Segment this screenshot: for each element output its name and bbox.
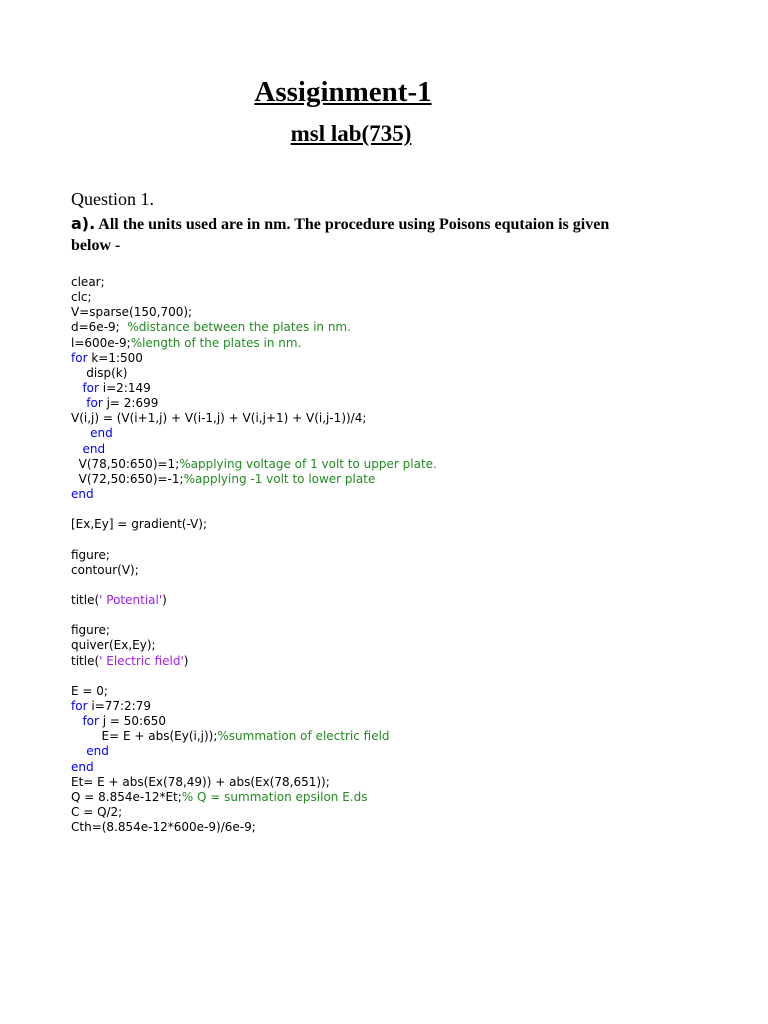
- code-line: [71, 608, 711, 623]
- code-token-comment: %length of the plates in nm.: [130, 335, 302, 350]
- code-line: [71, 563, 711, 578]
- code-token-plain: i=2:149: [98, 380, 151, 395]
- code-token-plain: quiver(Ex,Ey);: [71, 638, 156, 653]
- code-token-plain: title(: [71, 653, 100, 668]
- code-line: [71, 578, 711, 593]
- code-line: [71, 790, 711, 805]
- code-line: [71, 805, 711, 820]
- code-token-plain: [71, 442, 82, 456]
- code-line: [71, 426, 711, 441]
- code-token-plain: d=6e-9;: [71, 320, 128, 335]
- code-token-plain: V(78,50:650)=1;: [71, 456, 180, 471]
- code-line: [71, 548, 711, 563]
- code-token-plain: Et= E + abs(Ex(78,49)) + abs(Ex(78,651));: [71, 774, 330, 789]
- code-token-plain: ): [162, 592, 167, 607]
- code-line: [71, 351, 711, 366]
- code-line: [71, 760, 711, 775]
- code-token-plain: figure;: [71, 623, 110, 638]
- code-token-keyword: end: [71, 759, 94, 774]
- question-intro: [71, 213, 611, 256]
- code-token-plain: l=600e-9;: [71, 335, 131, 350]
- code-token-plain: j = 50:650: [98, 714, 167, 729]
- code-line: [71, 366, 711, 381]
- code-token-keyword: end: [82, 441, 106, 456]
- code-token-plain: clc;: [71, 290, 92, 305]
- code-line: [71, 275, 711, 290]
- code-token-plain: contour(V);: [71, 562, 139, 577]
- code-token-keyword: for: [86, 396, 103, 411]
- code-token-comment: %distance between the plates in nm.: [127, 320, 351, 335]
- code-line: [71, 502, 711, 517]
- code-line: [71, 487, 711, 502]
- code-token-comment: %applying voltage of 1 volt to upper plate.: [179, 456, 437, 471]
- code-token-plain: j= 2:699: [102, 396, 159, 411]
- code-token-plain: disp(k): [71, 365, 128, 380]
- code-line: [71, 684, 711, 699]
- code-token-keyword: for: [71, 698, 88, 713]
- part-marker: a).: [71, 214, 96, 233]
- code-token-plain: V(i,j) = (V(i+1,j) + V(i-1,j) + V(i,j+1) + V(i,j-1))/4;: [71, 411, 367, 426]
- code-line: [71, 442, 711, 457]
- document-subtitle: msl lab(735): [290, 121, 412, 146]
- code-token-plain: Cth=(8.854e-12*600e-9)/6e-9;: [71, 820, 256, 835]
- code-line: [71, 654, 711, 669]
- code-line: [71, 396, 711, 411]
- code-token-string: ' Electric field': [99, 653, 184, 668]
- code-token-plain: [71, 396, 86, 410]
- code-line: [71, 699, 711, 714]
- code-token-keyword: end: [86, 744, 109, 759]
- code-line: [71, 457, 711, 472]
- intro-text: All the units used are in nm. The procedure using Poisons equtaion is given below -: [71, 216, 610, 254]
- document-title: Assiginment-1: [254, 76, 432, 108]
- code-token-plain: [71, 381, 82, 395]
- code-token-keyword: end: [71, 486, 94, 501]
- code-token-plain: E = 0;: [71, 683, 108, 698]
- code-token-keyword: for: [82, 380, 99, 395]
- code-token-plain: V=sparse(150,700);: [71, 305, 193, 320]
- code-token-plain: k=1:500: [87, 350, 143, 365]
- code-token-plain: [71, 744, 86, 758]
- code-token-plain: title(: [71, 592, 100, 607]
- code-line: [71, 290, 711, 305]
- code-token-plain: ): [183, 653, 189, 668]
- code-line: [71, 729, 711, 744]
- code-token-plain: [71, 714, 82, 728]
- code-token-plain: [Ex,Ey] = gradient(-V);: [71, 517, 208, 532]
- code-token-comment: %summation of electric field: [217, 729, 390, 744]
- code-block: [71, 275, 711, 835]
- code-line: [71, 593, 711, 608]
- code-token-plain: E= E + abs(Ey(i,j));: [71, 729, 218, 744]
- code-line: [71, 336, 711, 351]
- code-line: [71, 775, 711, 790]
- code-line: [71, 381, 711, 396]
- code-token-plain: clear;: [71, 275, 105, 289]
- code-token-keyword: end: [90, 426, 113, 441]
- code-token-plain: figure;: [71, 547, 110, 562]
- code-token-plain: Q = 8.854e-12*Et;: [71, 789, 182, 804]
- question-heading: Question 1.: [71, 189, 154, 209]
- code-line: [71, 669, 711, 684]
- code-token-comment: %applying -1 volt to lower plate: [183, 471, 376, 486]
- code-line: [71, 517, 711, 532]
- code-line: [71, 305, 711, 320]
- code-token-string: ' Potential': [99, 592, 163, 607]
- code-token-plain: V(72,50:650)=-1;: [71, 471, 184, 486]
- code-token-plain: C = Q/2;: [71, 804, 123, 819]
- code-line: [71, 532, 711, 547]
- code-token-keyword: for: [71, 350, 88, 365]
- code-token-comment: % Q = summation epsilon E.ds: [181, 789, 368, 804]
- code-line: [71, 638, 711, 653]
- code-token-keyword: for: [82, 714, 99, 729]
- code-line: [71, 411, 711, 426]
- code-token-plain: i=77:2:79: [87, 698, 151, 713]
- code-line: [71, 623, 711, 638]
- code-line: [71, 714, 711, 729]
- code-line: [71, 320, 711, 335]
- code-token-plain: [71, 426, 90, 440]
- code-line: [71, 472, 711, 487]
- code-line: [71, 820, 711, 835]
- code-line: [71, 744, 711, 759]
